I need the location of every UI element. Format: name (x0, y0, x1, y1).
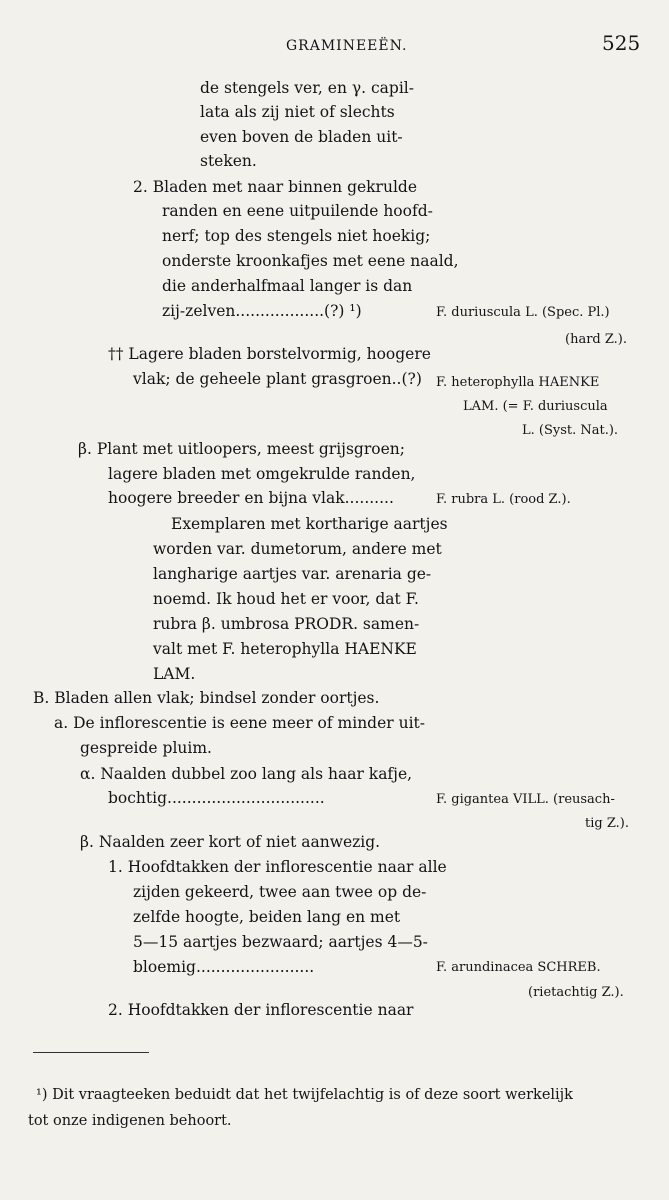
text-line: Exemplaren met kortharige aartjes (171, 515, 448, 533)
text-line: onderste kroonkafjes met eene naald, (162, 252, 459, 270)
text-line: a. De inflorescentie is eene meer of minder uit- (54, 714, 426, 732)
text-line: noemd. Ik houd het er voor, dat F. (153, 590, 419, 608)
running-head: GRAMINEEËN. (286, 38, 408, 54)
footnote-line: ¹) Dit vraagteeken beduidt dat het twijfelachtig is of deze soort werkelijk (36, 1087, 573, 1103)
text-line: hoogere breeder en bijna vlak.......... (108, 489, 394, 507)
text-line: zijden gekeerd, twee aan twee op de- (133, 883, 427, 901)
text-line: even boven de bladen uit- (200, 128, 403, 146)
text-line: rubra β. umbrosa PRODR. samen- (153, 615, 420, 633)
species-entry: F. heterophylla HAENKE (436, 375, 600, 390)
species-entry: tig Z.). (585, 816, 629, 831)
text-line: LAM. (153, 665, 196, 683)
page-number: 525 (602, 31, 641, 55)
text-line: lagere bladen met omgekrulde randen, (108, 465, 416, 483)
footnote-line: tot onze indigenen behoort. (28, 1113, 232, 1129)
text-line: bochtig................................ (108, 789, 325, 807)
text-line: langharige aartjes var. arenaria ge- (153, 565, 432, 583)
text-line: worden var. dumetorum, andere met (153, 540, 442, 558)
species-entry: L. (Syst. Nat.). (522, 423, 619, 438)
species-entry: (rietachtig Z.). (528, 985, 624, 1000)
footnote-rule (33, 1052, 149, 1053)
text-line: †† Lagere bladen borstelvormig, hoogere (108, 345, 431, 363)
text-line: nerf; top des stengels niet hoekig; (162, 227, 431, 245)
text-line: randen en eene uitpuilende hoofd- (162, 202, 433, 220)
text-line: β. Naalden zeer kort of niet aanwezig. (80, 833, 381, 851)
species-entry: F. gigantea VILL. (reusach- (436, 792, 615, 807)
text-line: valt met F. heterophylla HAENKE (153, 640, 417, 658)
species-entry: LAM. (= F. duriuscula (463, 399, 608, 414)
text-line: 1. Hoofdtakken der inflorescentie naar alle (108, 858, 447, 876)
species-entry: F. rubra L. (rood Z.). (436, 492, 571, 507)
text-line: 5—15 aartjes bezwaard; aartjes 4—5- (133, 933, 428, 951)
text-line: de stengels ver, en γ. capil- (200, 79, 414, 97)
text-line: B. Bladen allen vlak; bindsel zonder oortjes. (33, 689, 380, 707)
text-line: α. Naalden dubbel zoo lang als haar kafje, (80, 765, 413, 783)
text-line: die anderhalfmaal langer is dan (162, 277, 413, 295)
text-line: β. Plant met uitloopers, meest grijsgroen; (78, 440, 405, 458)
text-line: gespreide pluim. (80, 739, 212, 757)
text-line: lata als zij niet of slechts (200, 103, 395, 121)
species-entry: F. duriuscula L. (Spec. Pl.) (436, 305, 610, 320)
text-line: bloemig........................ (133, 958, 315, 976)
text-line: steken. (200, 152, 257, 170)
text-line: zelfde hoogte, beiden lang en met (133, 908, 401, 926)
text-line: 2. Bladen met naar binnen gekrulde (133, 178, 417, 196)
species-entry: (hard Z.). (565, 332, 628, 347)
text-line: 2. Hoofdtakken der inflorescentie naar (108, 1001, 414, 1019)
text-line: vlak; de geheele plant grasgroen..(?) (133, 370, 422, 388)
text-line: zij-zelven..................(?) ¹) (162, 302, 362, 320)
species-entry: F. arundinacea SCHREB. (436, 960, 601, 975)
